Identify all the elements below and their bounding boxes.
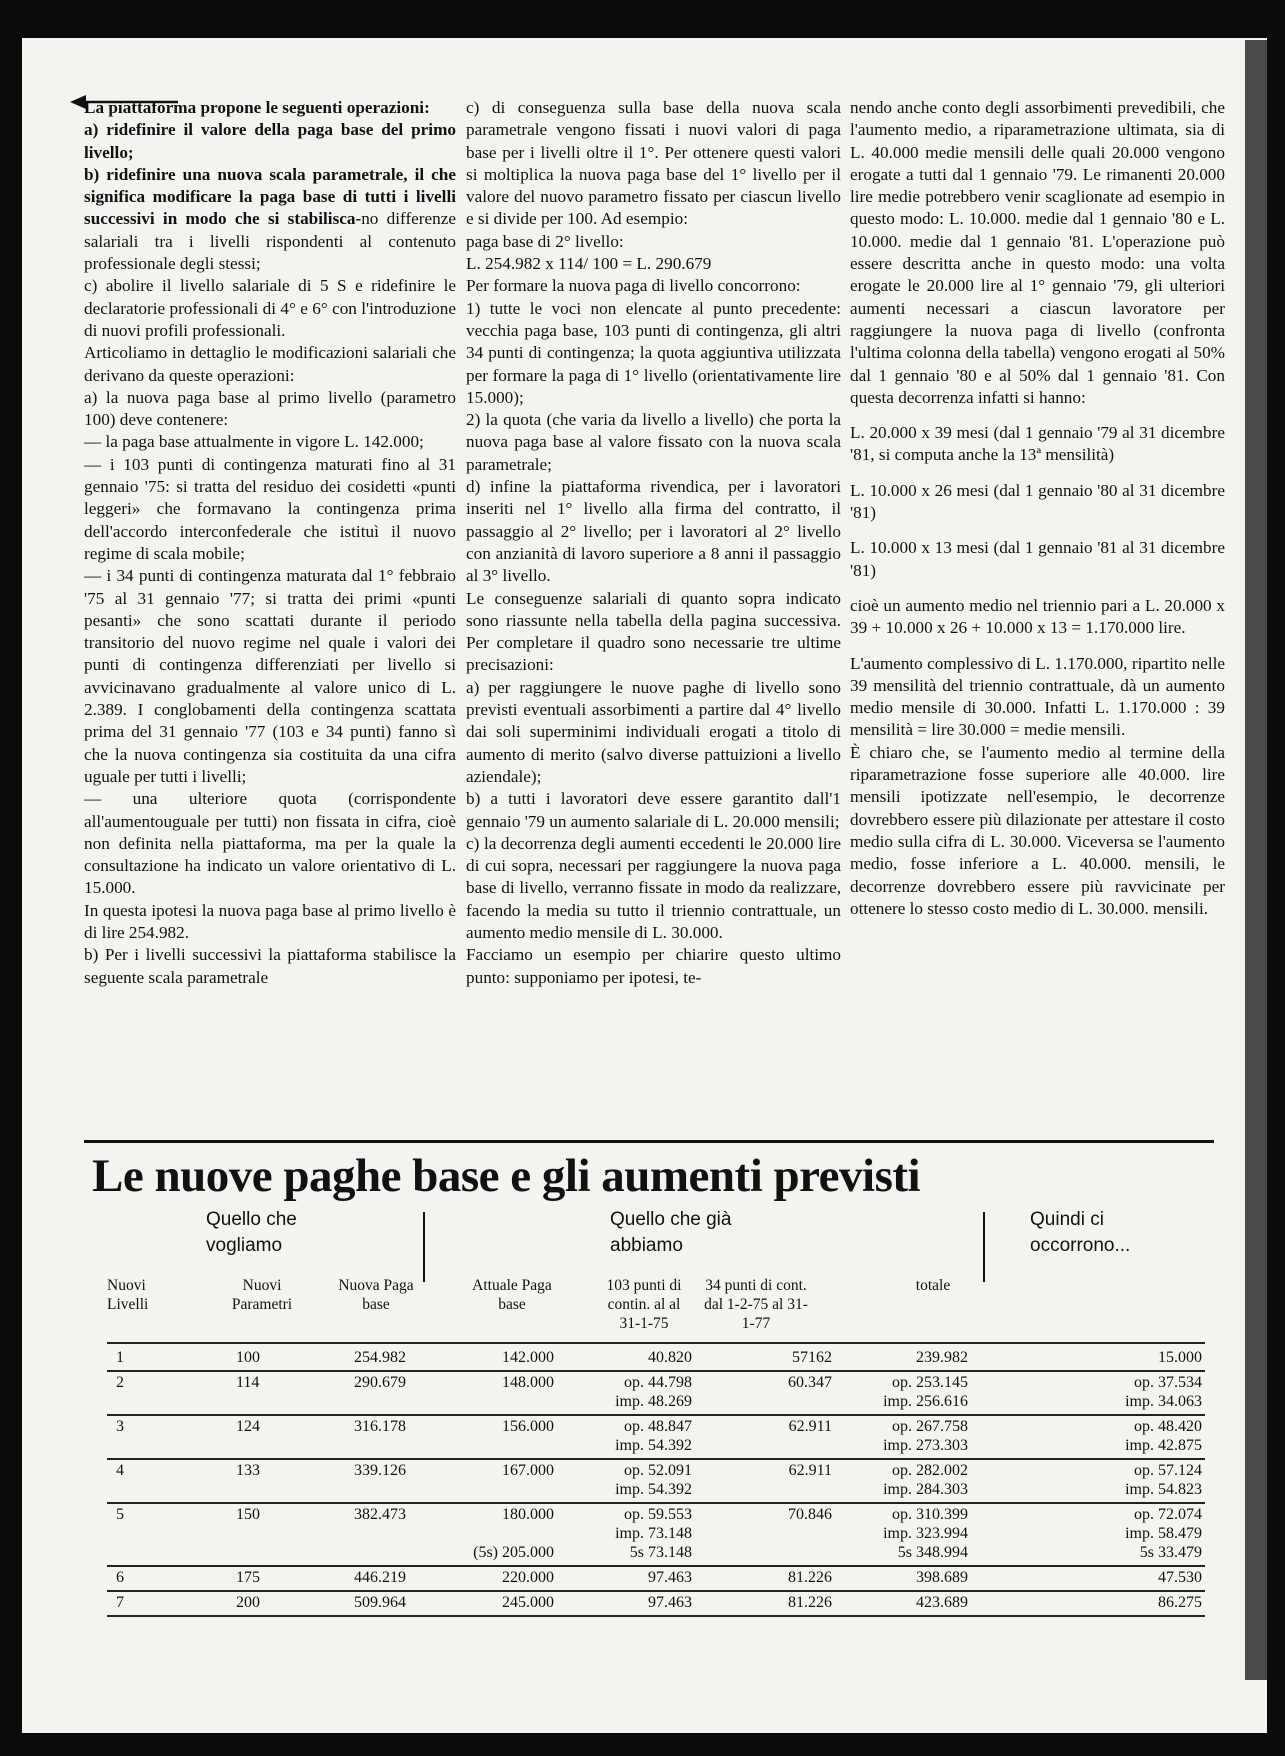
cell-tot: op. 310.399 [892,1506,968,1523]
header-34-punti: 34 punti di cont. dal 1-2-75 al 31-1-77 [704,1277,808,1332]
cell-tot: 398.689 [916,1569,968,1586]
cell-nuova: 382.473 [354,1506,406,1523]
paragraph: L'aumento complessivo di L. 1.170.000, ripartito nelle 39 mensilità del triennio contrattuale, dà un aumento medio mensile di 30.000. Infatti L. 1.170.000 : 39 mensilità = lire 30.000 = medie mensili. [850,653,1225,740]
table-title: Le nuove paghe base e gli aumenti previsti [92,1150,921,1202]
cell-tot: imp. 273.303 [883,1437,968,1454]
paragraph: — i 34 punti di contingenza maturata dal 1° febbraio '75 al 31 gennaio '77; si tratta dei primi «punti pesanti» che sono scattati durante il periodo transitorio del nuovo regime nel quale i valori dei punti di contingenza differenziati per livello si avvicinavano gradualmente al valore unico di L. 2.389. I conglobamenti della contingenza scattata prima del 31 gennaio '77 (103 e 34 punti) fanno sì che la nuova contingenza sia costituita da una cifra uguale per tutti i livelli; [84,566,456,786]
cell-occ: op. 57.124 [1134,1462,1202,1479]
cell-tot: imp. 256.616 [883,1393,968,1410]
cell-par: 200 [236,1594,260,1611]
header-nuovi-parametri: Nuovi Parametri [231,1277,293,1313]
cell-tot: op. 282.002 [892,1462,968,1479]
paragraph: cioè un aumento medio nel triennio pari a L. 20.000 x 39 + 10.000 x 26 + 10.000 x 13 = 1.170.000 lire. [850,595,1225,638]
cell-p103: imp. 54.392 [615,1481,692,1498]
point-b-rest: no differenze salariali tra i livelli rispondenti al contenuto professionale degli stessi; [84,209,456,274]
cell-occ: 5s 33.479 [1139,1544,1202,1561]
cell-att: 142.000 [502,1349,554,1366]
cell-occ: op. 72.074 [1134,1506,1202,1523]
cell-occ: imp. 42.875 [1125,1437,1202,1454]
point-a: a) ridefinire il valore della paga base del primo livello; [84,120,456,162]
cell-liv: 3 [116,1418,124,1435]
header-nuova-paga-base: Nuova Paga base [338,1277,414,1313]
cell-par: 114 [236,1374,260,1391]
cell-p103: op. 52.091 [624,1462,692,1479]
cell-p103: imp. 73.148 [615,1525,692,1542]
header-totale: totale [915,1277,951,1294]
cell-p34: 57162 [792,1349,832,1366]
cell-tot: 5s 348.994 [897,1544,968,1561]
cell-p34: 70.846 [788,1506,832,1523]
cell-p34: 81.226 [788,1569,832,1586]
cell-att: 167.000 [502,1462,554,1479]
header-103-punti: 103 punti di contin. al al 31-1-75 [606,1277,682,1332]
cell-occ: 86.275 [1158,1594,1202,1611]
paragraph: È chiaro che, se l'aumento medio al termine della riparametrazione fosse superiore alle 40.000. lire mensili ipotizzate nell'esempio, le decorrenze dovrebbero essere più dilazionate per attestare il costo medio sulla cifra di L. 30.000. Viceversa se l'aumento medio, fosse inferiore a L. 40.000. mensili, le decorrenze dovrebbero essere più ravvicinate per ottenere lo stesso costo medio di L. 30.000. mensili. [850,742,1225,918]
cell-p103: 5s 73.148 [629,1544,692,1561]
paragraph: nendo anche conto degli assorbimenti prevedibili, che l'aumento medio, a riparametrazione ultimata, sia di L. 40.000 medie mensili delle quali 20.000 vengono erogate a tutti dal 1 gennaio '79. Le rimanenti 20.000 lire medie potrebbero venir scaglionate ad esempio in questo modo: L. 10.000. medie dal 1 gennaio '80 e L. 10.000. medie dal 1 gennaio '81. L'operazione può essere descritta anche in questo modo: una volta erogate le 20.000 lire al 1° gennaio '79, gli ulteriori aumenti necessari a ciascun lavoratore per raggiungere la nuova paga di livello (confronta l'ultima colonna della tabella) vengono erogati al 50% dal 1 gennaio '80 e al 50% dal 1 gennaio '81. Con questa decorrenza infatti si hanno: [850,98,1225,407]
cell-p103: imp. 48.269 [615,1393,692,1410]
group-quello-che-vogliamo: Quello che vogliamo [206,1209,297,1256]
point-b [84,164,456,275]
column-2 [466,97,841,989]
paragraph: c) la decorrenza degli aumenti eccedenti le 20.000 lire di cui sopra, necessari per raggiungere la nuova paga base di livello, verranno fissate in modo da realizzare, facendo la media su tutto il triennio contrattuale, un aumento medio mensile di L. 30.000. [466,833,841,942]
cell-liv: 4 [116,1462,124,1479]
cell-p103: 97.463 [648,1594,692,1611]
group-divider [423,1212,425,1282]
row-rule [107,1502,1205,1504]
cell-tot: imp. 323.994 [883,1525,968,1542]
cell-occ: imp. 34.063 [1125,1393,1202,1410]
page-edge-bleed [1245,40,1267,1680]
row-rule [107,1590,1205,1592]
cell-nuova: 509.964 [354,1594,406,1611]
calc-line: L. 20.000 x 39 mesi (dal 1 gennaio '79 al 31 dicembre '81, si computa anche la 13ª mensilità) [850,423,1225,465]
paragraph: — la paga base attualmente in vigore L. 142.000; [84,432,424,452]
paragraph: Per formare la nuova paga di livello concorrono: [466,276,801,296]
group-quello-che-gia-abbiamo: Quello che già abbiamo [610,1209,732,1256]
header-attuale-paga-base: Attuale Paga base [472,1277,552,1313]
paragraph: d) infine la piattaforma rivendica, per i lavoratori inseriti nel 1° livello alla firma del contratto, il passaggio al 2° livello; per i lavoratori al 2° livello con anzianità di lavoro superiore a 8 anni il passaggio al 3° livello. [466,477,841,586]
paragraph: Le conseguenze salariali di quanto sopra indicato sono riassunte nella tabella della pagina successiva. Per completare il quadro sono necessarie tre ultime precisazioni: [466,588,841,675]
paragraph: a) la nuova paga base al primo livello (parametro 100) deve contenere: [84,387,456,430]
calc-line: L. 10.000 x 26 mesi (dal 1 gennaio '80 al 31 dicembre '81) [850,480,1225,523]
cell-liv: 5 [116,1506,124,1523]
row-rule [107,1414,1205,1416]
cell-p103: op. 48.847 [624,1418,692,1435]
cell-att: 148.000 [502,1374,554,1391]
cell-att: 245.000 [502,1594,554,1611]
cell-liv: 6 [116,1569,124,1586]
cell-par: 100 [236,1349,260,1366]
cell-nuova: 446.219 [354,1569,406,1586]
group-divider [983,1212,985,1282]
cell-occ: imp. 58.479 [1125,1525,1202,1542]
table-top-rule [84,1140,1214,1143]
cell-att: 156.000 [502,1418,554,1435]
row-rule [107,1370,1205,1372]
cell-nuova: 254.982 [354,1349,406,1366]
paragraph: — una ulteriore quota (corrispondente all'aumentouguale per tutti) non fissata in cifra, cioè non definita nella piattaforma, ma per la quale la consultazione ha indicato un valore orientativo di L. 15.000. [84,789,456,898]
cell-tot: 423.689 [916,1594,968,1611]
cell-att: (5s) 205.000 [473,1544,554,1561]
paragraph: — i 103 punti di contingenza maturati fino al 31 gennaio '75: si tratta del residuo dei cosidetti «punti leggeri» che formavano la contingenza prima dell'accordo interconfederale che istituì il nuovo regime di scala mobile; [84,454,456,563]
cell-p103: 97.463 [648,1569,692,1586]
row-rule [107,1615,1205,1617]
cell-par: 124 [236,1418,260,1435]
cell-nuova: 316.178 [354,1418,406,1435]
cell-occ: imp. 54.823 [1125,1481,1202,1498]
paragraph: b) Per i livelli successivi la piattaforma stabilisce la seguente scala parametrale [84,945,456,987]
cell-p103: op. 44.798 [624,1374,692,1391]
paragraph: 2) la quota (che varia da livello a livello) che porta la nuova paga base al valore fissato con la nuova scala parametrale; [466,410,841,474]
paragraph: a) per raggiungere le nuove paghe di livello sono previsti eventuali assorbimenti a partire dal 4° livello dai soli superminimi individuali erogati a titolo di aumento di merito (salvo diverse pattuizioni a livello aziendale); [466,677,841,786]
point-c: c) abolire il livello salariale di 5 S e ridefinire le declaratorie professionali di 4° e 6° con l'introduzione di nuovi profili professionali. [84,276,456,340]
cell-att: 180.000 [502,1506,554,1523]
row-rule [107,1458,1205,1460]
formula: L. 254.982 x 114/ 100 = L. 290.679 [466,254,712,274]
cell-att: 220.000 [502,1569,554,1586]
paragraph: In questa ipotesi la nuova paga base al primo livello è di lire 254.982. [84,900,456,942]
row-rule [107,1565,1205,1567]
cell-liv: 1 [116,1349,124,1366]
point-b-bold: b) ridefinire una nuova scala parametrale, il che significa modificare la paga base di tutti i livelli successivi in modo che si stabilisca- [84,164,456,229]
cell-occ: op. 48.420 [1134,1418,1202,1435]
column-3 [850,97,1225,920]
paragraph: 1) tutte le voci non elencate al punto precedente: vecchia paga base, 103 punti di contingenza, gli altri 34 punti di contingenza; la quota aggiuntiva utilizzata per formare la paga di 1° livello (orientativamente lire 15.000); [466,298,841,407]
cell-par: 150 [236,1506,260,1523]
paragraph: Articoliamo in dettaglio le modificazioni salariali che derivano da queste operazioni: [84,343,456,385]
cell-tot: op. 267.758 [892,1418,968,1435]
paragraph: c) di conseguenza sulla base della nuova scala parametrale vengono fissati i nuovi valori di paga base per i livelli oltre il 1°. Per ottenere questi valori si moltiplica la nuova paga base del 1° livello per il valore del nuovo parametro fissato per ciascun livello e si divide per 100. Ad esempio: [466,98,841,229]
cell-occ: op. 37.534 [1134,1374,1202,1391]
cell-nuova: 290.679 [354,1374,406,1391]
cell-p34: 81.226 [788,1594,832,1611]
cell-par: 175 [236,1569,260,1586]
cell-p103: 40.820 [648,1349,692,1366]
cell-occ: 15.000 [1158,1349,1202,1366]
cell-p34: 60.347 [788,1374,832,1391]
cell-occ: 47.530 [1158,1569,1202,1586]
cell-par: 133 [236,1462,260,1479]
group-quindi-ci-occorrono: Quindi ci occorrono... [1030,1209,1131,1256]
paragraph: b) a tutti i lavoratori deve essere garantito dall'1 gennaio '79 un aumento salariale di L. 20.000 mensili; [466,789,841,831]
paragraph: paga base di 2° livello: [466,231,624,251]
paragraph: Facciamo un esempio per chiarire questo ultimo punto: supponiamo per ipotesi, te- [466,945,841,987]
table-header-rule [107,1342,1205,1344]
cell-p103: op. 59.553 [624,1506,692,1523]
column-1 [84,97,456,989]
cell-tot: 239.982 [916,1349,968,1366]
calc-line: L. 10.000 x 13 mesi (dal 1 gennaio '81 al 31 dicembre '81) [850,538,1225,580]
cell-tot: op. 253.145 [892,1374,968,1391]
cell-tot: imp. 284.303 [883,1481,968,1498]
cell-nuova: 339.126 [354,1462,406,1479]
cell-p34: 62.911 [788,1418,832,1435]
cell-p34: 62.911 [788,1462,832,1479]
intro-heading: La piattaforma propone le seguenti operazioni: [84,98,430,117]
cell-liv: 2 [116,1374,124,1391]
cell-p103: imp. 54.392 [615,1437,692,1454]
cell-liv: 7 [116,1594,124,1611]
header-nuovi-livelli: Nuovi Livelli [107,1277,149,1313]
